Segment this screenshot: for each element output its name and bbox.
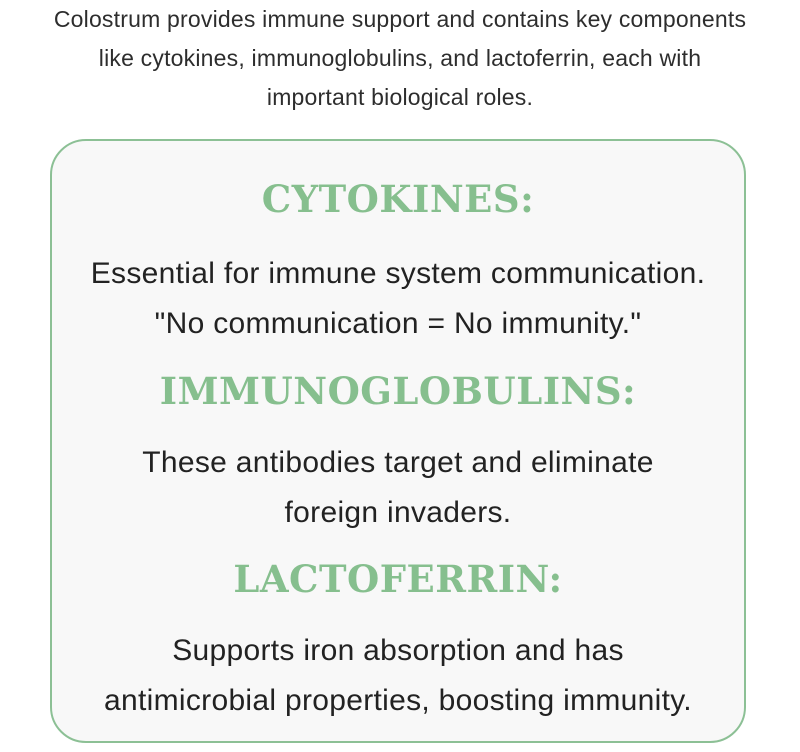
text-line: "No communication = No immunity." [154, 307, 642, 340]
section-text-lactoferrin [52, 626, 744, 726]
intro-line: like cytokines, immunoglobulins, and lactoferrin, each with [98, 45, 702, 71]
section-heading-lactoferrin: LACTOFERRIN: [233, 557, 563, 601]
components-card [50, 139, 746, 743]
intro-paragraph [0, 0, 800, 117]
text-line: antimicrobial properties, boosting immunity. [104, 684, 692, 717]
text-line: These antibodies target and eliminate [142, 446, 654, 479]
section-heading-immunoglobulins: IMMUNOGLOBULINS: [159, 369, 637, 413]
section-text-immunoglobulins [52, 438, 744, 538]
text-line: Supports iron absorption and has [172, 634, 624, 667]
text-line: Essential for immune system communication. [90, 257, 706, 290]
text-line: foreign invaders. [284, 496, 512, 529]
intro-line: Colostrum provides immune support and contains key components [53, 6, 747, 32]
section-heading-cytokines: CYTOKINES: [261, 177, 535, 221]
intro-line: important biological roles. [266, 84, 534, 110]
section-text-cytokines [52, 249, 744, 349]
